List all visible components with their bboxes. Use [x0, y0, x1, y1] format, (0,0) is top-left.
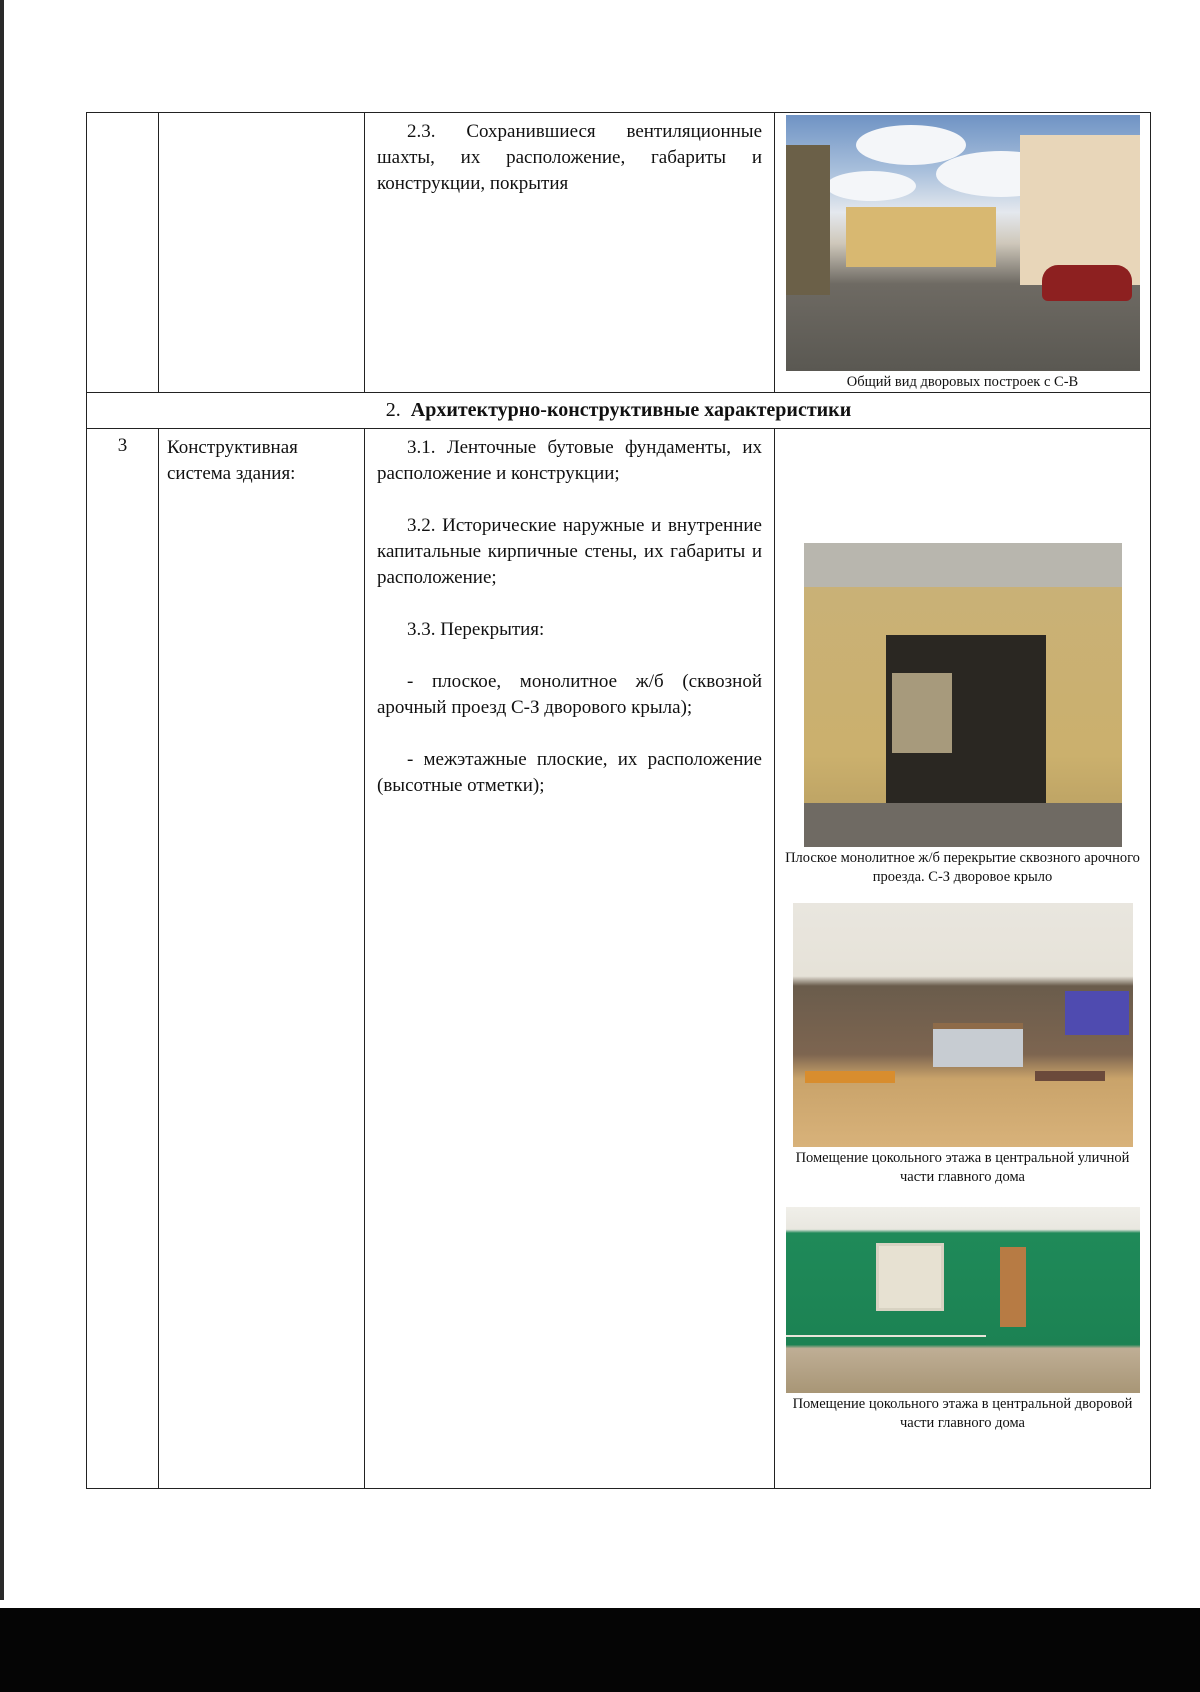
cell-items — [365, 113, 775, 393]
cell-photos — [775, 113, 1151, 393]
photo-caption: Плоское монолитное ж/б перекрытие сквозного арочного проезда. С-З дворовое крыло — [785, 850, 1140, 885]
row-number: 3 — [87, 429, 159, 1489]
section-heading — [87, 393, 1151, 429]
table-row-3 — [87, 429, 1151, 1489]
item-3-3: 3.3. Перекрытия: — [407, 619, 545, 640]
system-name: Конструктивная система здания: — [159, 429, 365, 1489]
item-3-3-b: - межэтажные плоские, их расположение (высотные отметки); — [377, 749, 762, 796]
cell-system-empty — [159, 113, 365, 393]
item-2-3: 2.3. Сохранившиеся вентиляционные шахты, их расположение, габариты и конструкции, покрытия — [377, 121, 762, 194]
photo-caption: Помещение цокольного этажа в центральной уличной части главного дома — [795, 1150, 1130, 1185]
item-3-1: 3.1. Ленточные бутовые фундаменты, их расположение и конструкции; — [377, 437, 762, 484]
green-basement-photo — [786, 1207, 1140, 1393]
scan-bottom-bar — [0, 1608, 1200, 1692]
table-row-2-3 — [87, 113, 1151, 393]
section-number: 2. — [385, 399, 401, 421]
section-heading-row — [87, 393, 1151, 429]
cell-number-empty — [87, 113, 159, 393]
item-3-3-a: - плоское, монолитное ж/б (сквозной арочный проезд С-З дворового крыла); — [377, 671, 762, 718]
photo-caption: Общий вид дворовых построек с С-В — [846, 374, 1079, 390]
heritage-table — [86, 112, 1151, 1489]
scan-left-edge — [0, 0, 4, 1600]
cell-items — [365, 429, 775, 1489]
cafe-basement-photo — [793, 903, 1133, 1147]
section-title: Архитектурно-конструктивные характеристики — [410, 399, 852, 421]
courtyard-photo — [786, 115, 1140, 371]
cell-photos — [775, 429, 1151, 1489]
item-3-2: 3.2. Исторические наружные и внутренние капитальные кирпичные стены, их габариты и расположение; — [377, 515, 762, 588]
archway-photo — [804, 543, 1122, 847]
photo-caption: Помещение цокольного этажа в центральной дворовой части главного дома — [792, 1396, 1133, 1431]
